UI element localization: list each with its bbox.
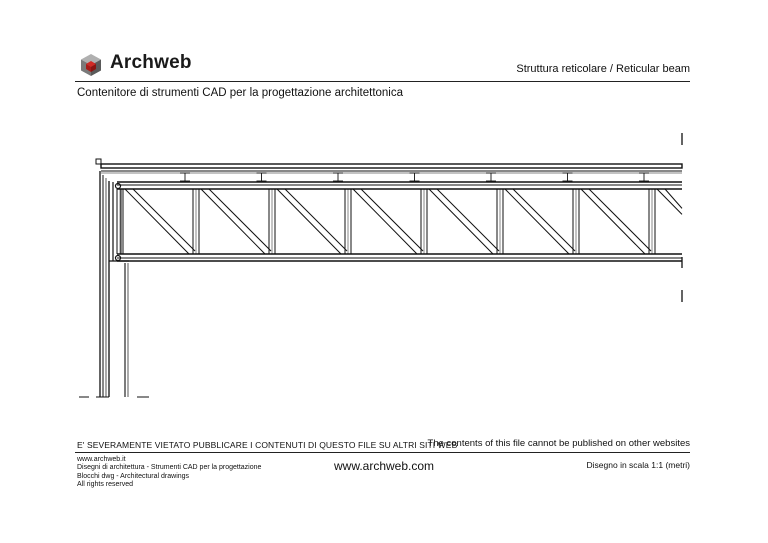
- truss-panel: [573, 189, 651, 254]
- drawing-title: Struttura reticolare / Reticular beam: [516, 63, 690, 75]
- truss-panel: [193, 189, 271, 254]
- subtitle: Contenitore di strumenti CAD per la progettazione architettonica: [77, 87, 404, 99]
- purlin: [333, 173, 343, 181]
- archweb-cube-icon: [80, 53, 102, 77]
- truss-panel: [421, 189, 499, 254]
- truss-panel: [120, 189, 195, 254]
- truss-panel: [649, 189, 682, 254]
- truss-panel: [497, 189, 575, 254]
- purlin: [180, 173, 190, 181]
- purlin: [486, 173, 496, 181]
- header-divider: [75, 81, 690, 82]
- copyright-notice-italian: E' SEVERAMENTE VIETATO PUBBLICARE I CONTENUTI DI QUESTO FILE SU ALTRI SITI WEB: [77, 440, 458, 450]
- footer-website: www.archweb.com: [334, 459, 435, 473]
- brand-name: Archweb: [110, 52, 192, 73]
- purlin: [410, 173, 420, 181]
- footer-divider: [75, 452, 690, 453]
- scale-note: Disegno in scala 1:1 (metri): [586, 460, 690, 470]
- truss-panel: [345, 189, 423, 254]
- purlin: [563, 173, 573, 181]
- truss-panel: [269, 189, 347, 254]
- footer-line: www.archweb.it: [77, 456, 126, 463]
- footer-line: Blocchi dwg - Architectural drawings: [77, 472, 190, 480]
- footer-line: All rights reserved: [77, 481, 134, 489]
- purlin: [639, 173, 649, 181]
- reticular-beam-section-drawing: [75, 125, 690, 405]
- purlin: [257, 173, 267, 181]
- footer-line: Disegni di architettura - Strumenti CAD per la progettazione: [77, 464, 262, 472]
- footer-credits: [77, 456, 261, 490]
- copyright-notice-english: The contents of this file cannot be published on other websites: [427, 438, 690, 449]
